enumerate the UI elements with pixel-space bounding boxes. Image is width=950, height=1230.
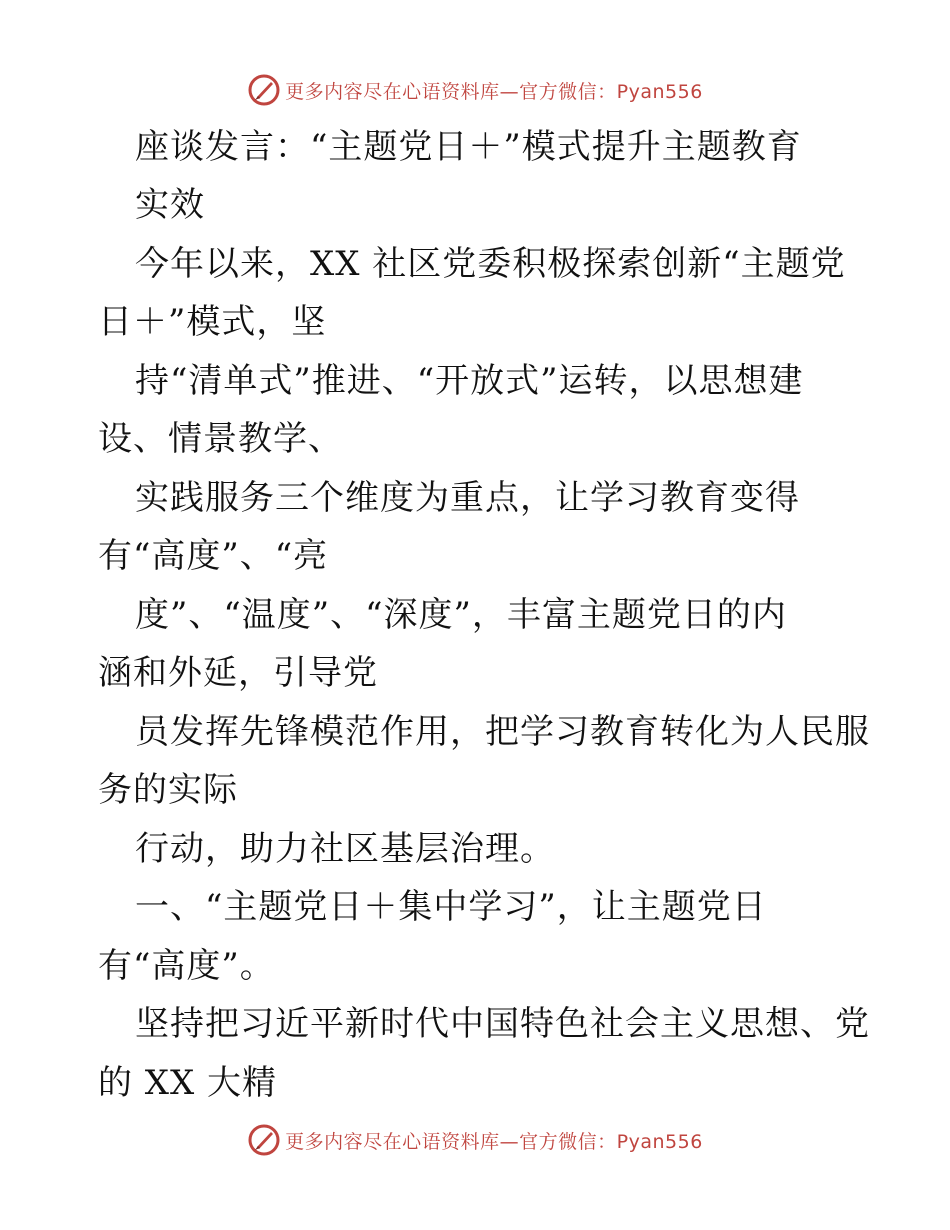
footer-banner-text: 更多内容尽在心语资料库—官方微信：Pyan556	[285, 1130, 703, 1153]
paragraph-line: 涵和外延，引导党	[98, 653, 378, 693]
paragraph-line: 日＋”模式，坚	[98, 302, 327, 342]
header-banner-text: 更多内容尽在心语资料库—官方微信：Pyan556	[285, 80, 703, 103]
paragraph-line: 度”、“温度”、“深度”，丰富主题党日的内	[135, 595, 787, 635]
section-heading-line: 有“高度”。	[98, 946, 275, 986]
paragraph-line: 务的实际	[98, 770, 238, 810]
title-line-1: 座谈发言：“主题党日＋”模式提升主题教育	[135, 127, 802, 167]
paragraph-line: 实践服务三个维度为重点，让学习教育变得	[135, 478, 800, 518]
paragraph-line: 的 XX 大精	[98, 1063, 278, 1103]
paragraph-line: 有“高度”、“亮	[98, 536, 329, 576]
paragraph-line: 持“清单式”推进、“开放式”运转，以思想建	[135, 361, 804, 401]
paragraph-line: 员发挥先锋模范作用，把学习教育转化为人民服	[135, 712, 870, 752]
paragraph-line: 今年以来，XX 社区党委积极探索创新“主题党	[135, 244, 846, 284]
paragraph-line: 行动，助力社区基层治理。	[135, 829, 555, 869]
paragraph-line: 设、情景教学、	[98, 419, 343, 459]
section-heading-line: 一、“主题党日＋集中学习”，让主题党日	[135, 887, 767, 927]
title-line-2: 实效	[135, 185, 205, 225]
paragraph-line: 坚持把习近平新时代中国特色社会主义思想、党	[135, 1004, 870, 1044]
footer-banner	[0, 1120, 950, 1160]
quill-badge-icon	[247, 1123, 281, 1157]
